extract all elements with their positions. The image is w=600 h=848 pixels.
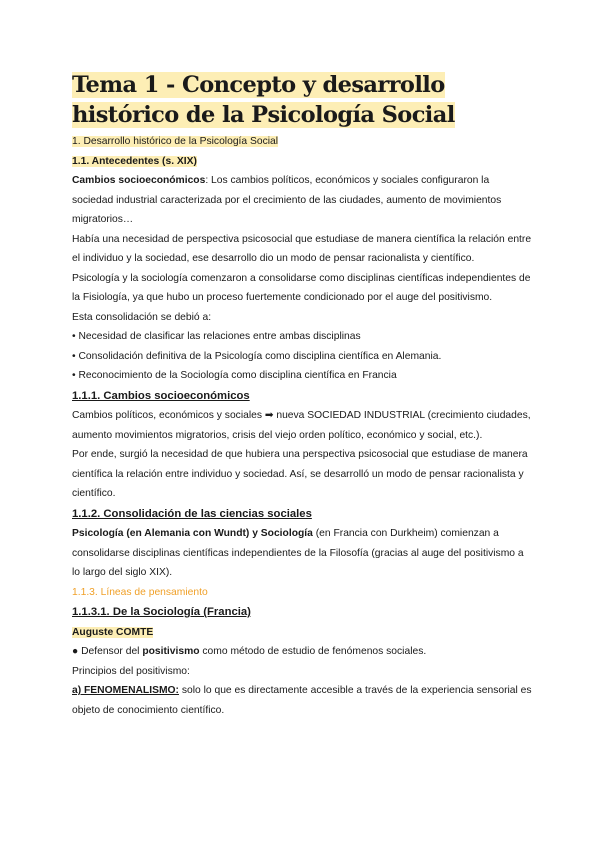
- author-heading-comte-text: Auguste COMTE: [72, 626, 154, 638]
- paragraph-defensor-end: como método de estudio de fenómenos sociales.: [199, 646, 427, 657]
- paragraph-consolidacion-bold: Psicología (en Alemania con Wundt) y Sociología: [72, 528, 313, 539]
- paragraph-cambios-2: Cambios políticos, económicos y sociales ➡ nueva SOCIEDAD INDUSTRIAL (crecimiento ciudades, aumento movimientos migratorios, crisis del viejo orden político, económico y social, etc.).: [72, 410, 531, 441]
- paragraph-fenomenalismo: [72, 681, 532, 720]
- page-title-text: Tema 1 - Concepto y desarrollo histórico de la Psicología Social: [72, 72, 455, 128]
- paragraph-principios: Principios del positivismo:: [72, 665, 190, 677]
- paragraph-defensor: [72, 642, 532, 662]
- paragraph-defensor-bold: positivismo: [142, 646, 200, 657]
- list-item: • Reconocimiento de la Sociología como disciplina científica en Francia: [72, 370, 397, 381]
- paragraph-cambios: [72, 171, 532, 230]
- list-item: • Necesidad de clasificar las relaciones entre ambas disciplinas: [72, 331, 361, 342]
- page-title: [72, 70, 542, 130]
- paragraph-fenomenalismo-rest: solo lo que es directamente accesible a través de la experiencia sensorial es objeto de conocimiento científico.: [72, 685, 532, 716]
- paragraph-consolidacion: [72, 524, 532, 583]
- author-heading-comte: [72, 623, 532, 643]
- paragraph-habia: Había una necesidad de perspectiva psicosocial que estudiase de manera científica la relación entre el individuo y la sociedad, ese desarrollo dio un modo de pensar racionalista y científico.: [72, 233, 532, 264]
- paragraph-fenomenalismo-label: a) FENOMENALISMO:: [72, 685, 179, 696]
- paragraph-consolidacion-rest: (en Francia con Durkheim) comienzan a consolidarse disciplinas científicas independientes de la Filosofía (gracias al auge del positivismo a lo largo del siglo XIX).: [72, 528, 524, 578]
- paragraph-por-ende: Por ende, surgió la necesidad de que hubiera una perspectiva psicosocial que estudiase de manera científica la relación entre individuo y sociedad. Así, se desarrolló un modo de pensar racionalista y científico.: [72, 449, 528, 499]
- section-heading-1-text: 1. Desarrollo histórico de la Psicología Social: [72, 136, 279, 147]
- paragraph-cambios-rest: : Los cambios políticos, económicos y sociales configuraron la sociedad industrial caracterizada por el crecimiento de las ciudades, aumento de movimientos migratorios…: [72, 175, 502, 225]
- document-body: [72, 132, 532, 720]
- paragraph-consolidacion-intro: Esta consolidación se debió a:: [72, 311, 212, 323]
- section-heading-1-1: [72, 152, 532, 172]
- paragraph-cambios-bold: Cambios socioeconómicos: [72, 175, 206, 186]
- paragraph-psicologia: Psicología y la sociología comenzaron a consolidarse como disciplinas científicas independientes de la Fisiología, ya que hubo un proceso fuertemente condicionado por el auge del positivismo.: [72, 272, 531, 303]
- section-heading-1-1-1: 1.1.1. Cambios socioeconómicos: [72, 389, 250, 402]
- section-heading-1-1-text: 1.1. Antecedentes (s. XIX): [72, 155, 197, 167]
- section-heading-1: [72, 132, 532, 152]
- list-item: • Consolidación definitiva de la Psicología como disciplina científica en Alemania.: [72, 350, 442, 362]
- section-heading-1-1-2: 1.1.2. Consolidación de las ciencias sociales: [72, 507, 312, 520]
- section-heading-1-1-3-1: 1.1.3.1. De la Sociología (Francia): [72, 606, 251, 618]
- section-heading-1-1-3: 1.1.3. Líneas de pensamiento: [72, 586, 208, 598]
- paragraph-defensor-start: ● Defensor del: [72, 646, 143, 657]
